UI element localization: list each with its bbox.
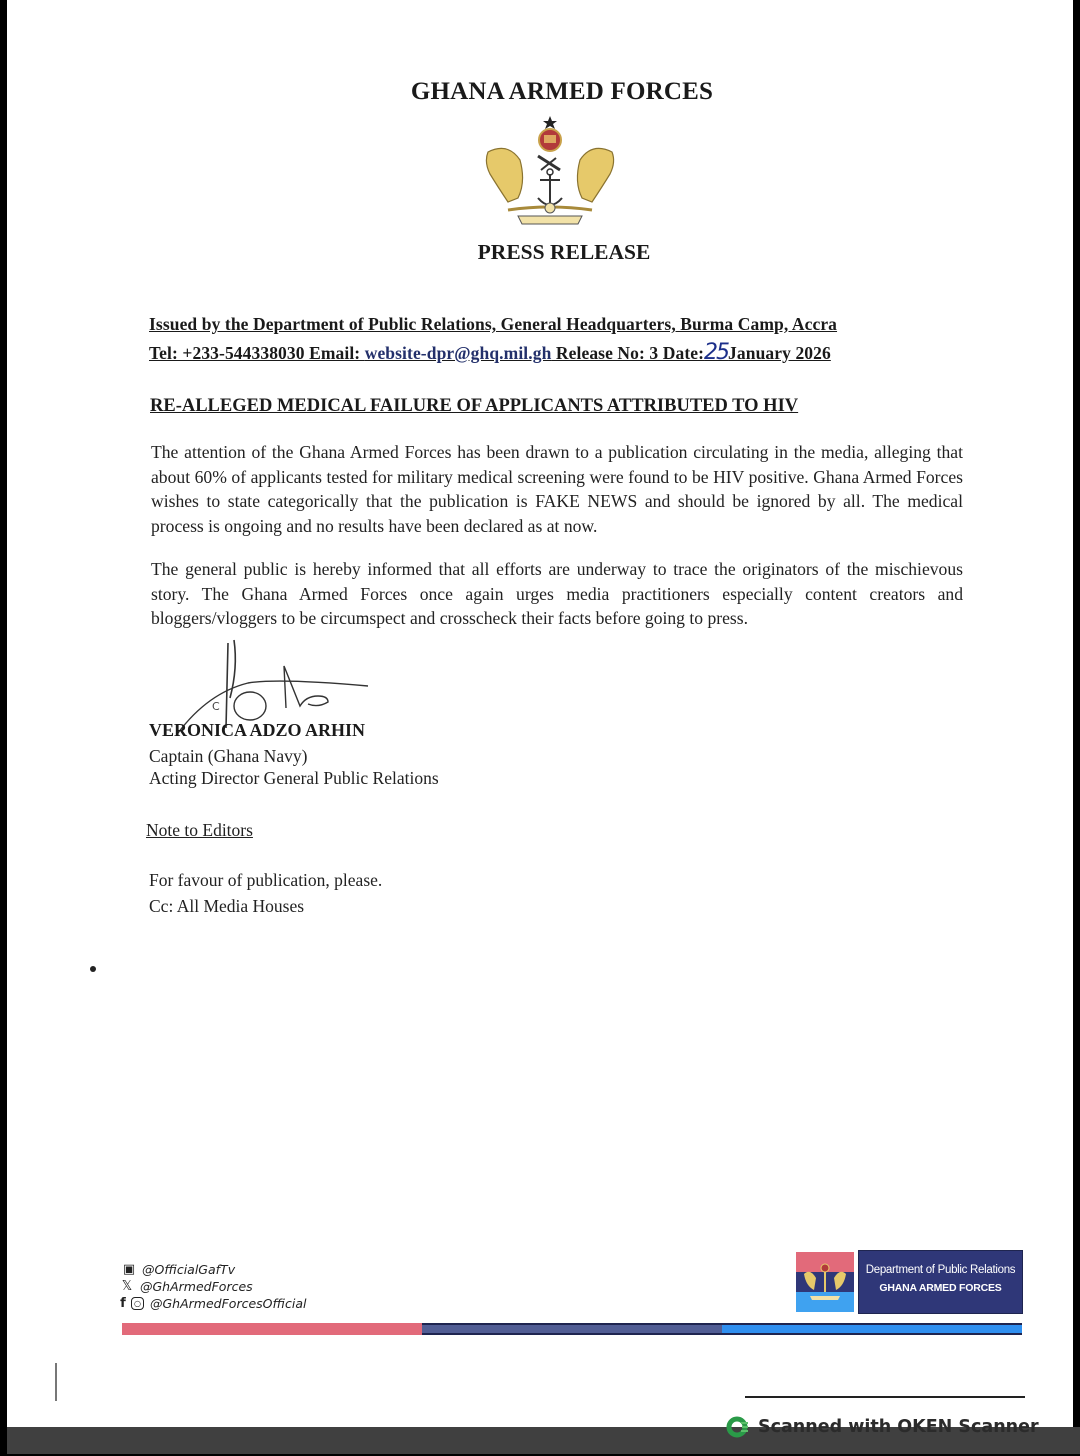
release-label: Release No: 3 Date: <box>551 343 705 363</box>
social-handle: @GhArmedForces <box>140 1279 253 1294</box>
issued-by-line: Issued by the Department of Public Relations, General Headquarters, Burma Camp, Accra <box>149 314 838 334</box>
facebook-icon: f <box>120 1295 126 1311</box>
x-twitter-icon: 𝕏 <box>121 1278 133 1294</box>
ghana-armed-forces-emblem <box>478 112 622 232</box>
social-item-facebook-instagram[interactable] <box>118 1296 306 1311</box>
scan-rule-line <box>745 1396 1025 1398</box>
organization-title: GHANA ARMED FORCES <box>410 78 714 105</box>
signatory-title: Acting Director General Public Relations <box>149 768 439 788</box>
dpr-emblem-flag <box>796 1252 854 1312</box>
signatory-name: VERONICA ADZO ARHIN <box>149 720 366 740</box>
note-to-editors-heading: Note to Editors <box>146 820 253 840</box>
handwritten-date-day: 25 <box>704 340 729 365</box>
footer-bar-blue <box>722 1323 1022 1335</box>
scanner-watermark <box>726 1416 1039 1438</box>
headline: RE-ALLEGED MEDICAL FAILURE OF APPLICANTS ATTRIBUTED TO HIV <box>150 396 799 416</box>
scan-speck <box>90 966 96 972</box>
note-line-2: Cc: All Media Houses <box>149 896 305 916</box>
date-month-year: January 2026 <box>728 343 831 363</box>
contact-line <box>149 340 831 365</box>
social-item-x[interactable] <box>120 1279 253 1294</box>
document-type-heading: PRESS RELEASE <box>477 240 651 264</box>
oken-logo-icon <box>726 1416 748 1438</box>
dpr-organization: GHANA ARMED FORCES <box>879 1282 1002 1294</box>
social-handle: @GhArmedForcesOfficial <box>150 1296 307 1311</box>
dpr-department: Department of Public Relations <box>865 1264 1016 1276</box>
watermark-text: Scanned with OKEN Scanner <box>758 1417 1039 1437</box>
dpr-banner <box>858 1250 1023 1314</box>
instagram-icon: ○ <box>131 1297 144 1310</box>
footer-bar-navy <box>422 1323 722 1335</box>
social-item-youtube[interactable] <box>122 1262 235 1277</box>
tel-label: Tel: +233-544338030 Email: <box>149 343 365 363</box>
social-handle: @OfficialGafTv <box>142 1262 236 1277</box>
signatory-rank: Captain (Ghana Navy) <box>149 746 308 766</box>
footer-bar-pink <box>122 1323 422 1335</box>
youtube-tv-icon: ▣ <box>122 1261 136 1277</box>
body-paragraph-1: The attention of the Ghana Armed Forces has been drawn to a publication circulating in the media, alleging that about 60% of applicants tested for military medical screening were found to be HIV positive. Ghana Armed Forces wishes to state categorically that the publication is FAKE NEWS and should be ignored by all. The medical process is ongoing and no results have been declared as at now. <box>151 442 963 536</box>
svg-text:C: C <box>212 700 220 713</box>
note-line-1: For favour of publication, please. <box>149 870 383 890</box>
body-paragraph-2: The general public is hereby informed that all efforts are underway to trace the originators of the mischievous story. The Ghana Armed Forces once again urges media practitioners especially content creators and bloggers/vloggers to be circumspect and crosscheck their facts before going to press. <box>151 559 963 628</box>
email-link[interactable]: website-dpr@ghq.mil.gh <box>364 343 552 363</box>
scan-edge-mark <box>55 1363 57 1401</box>
